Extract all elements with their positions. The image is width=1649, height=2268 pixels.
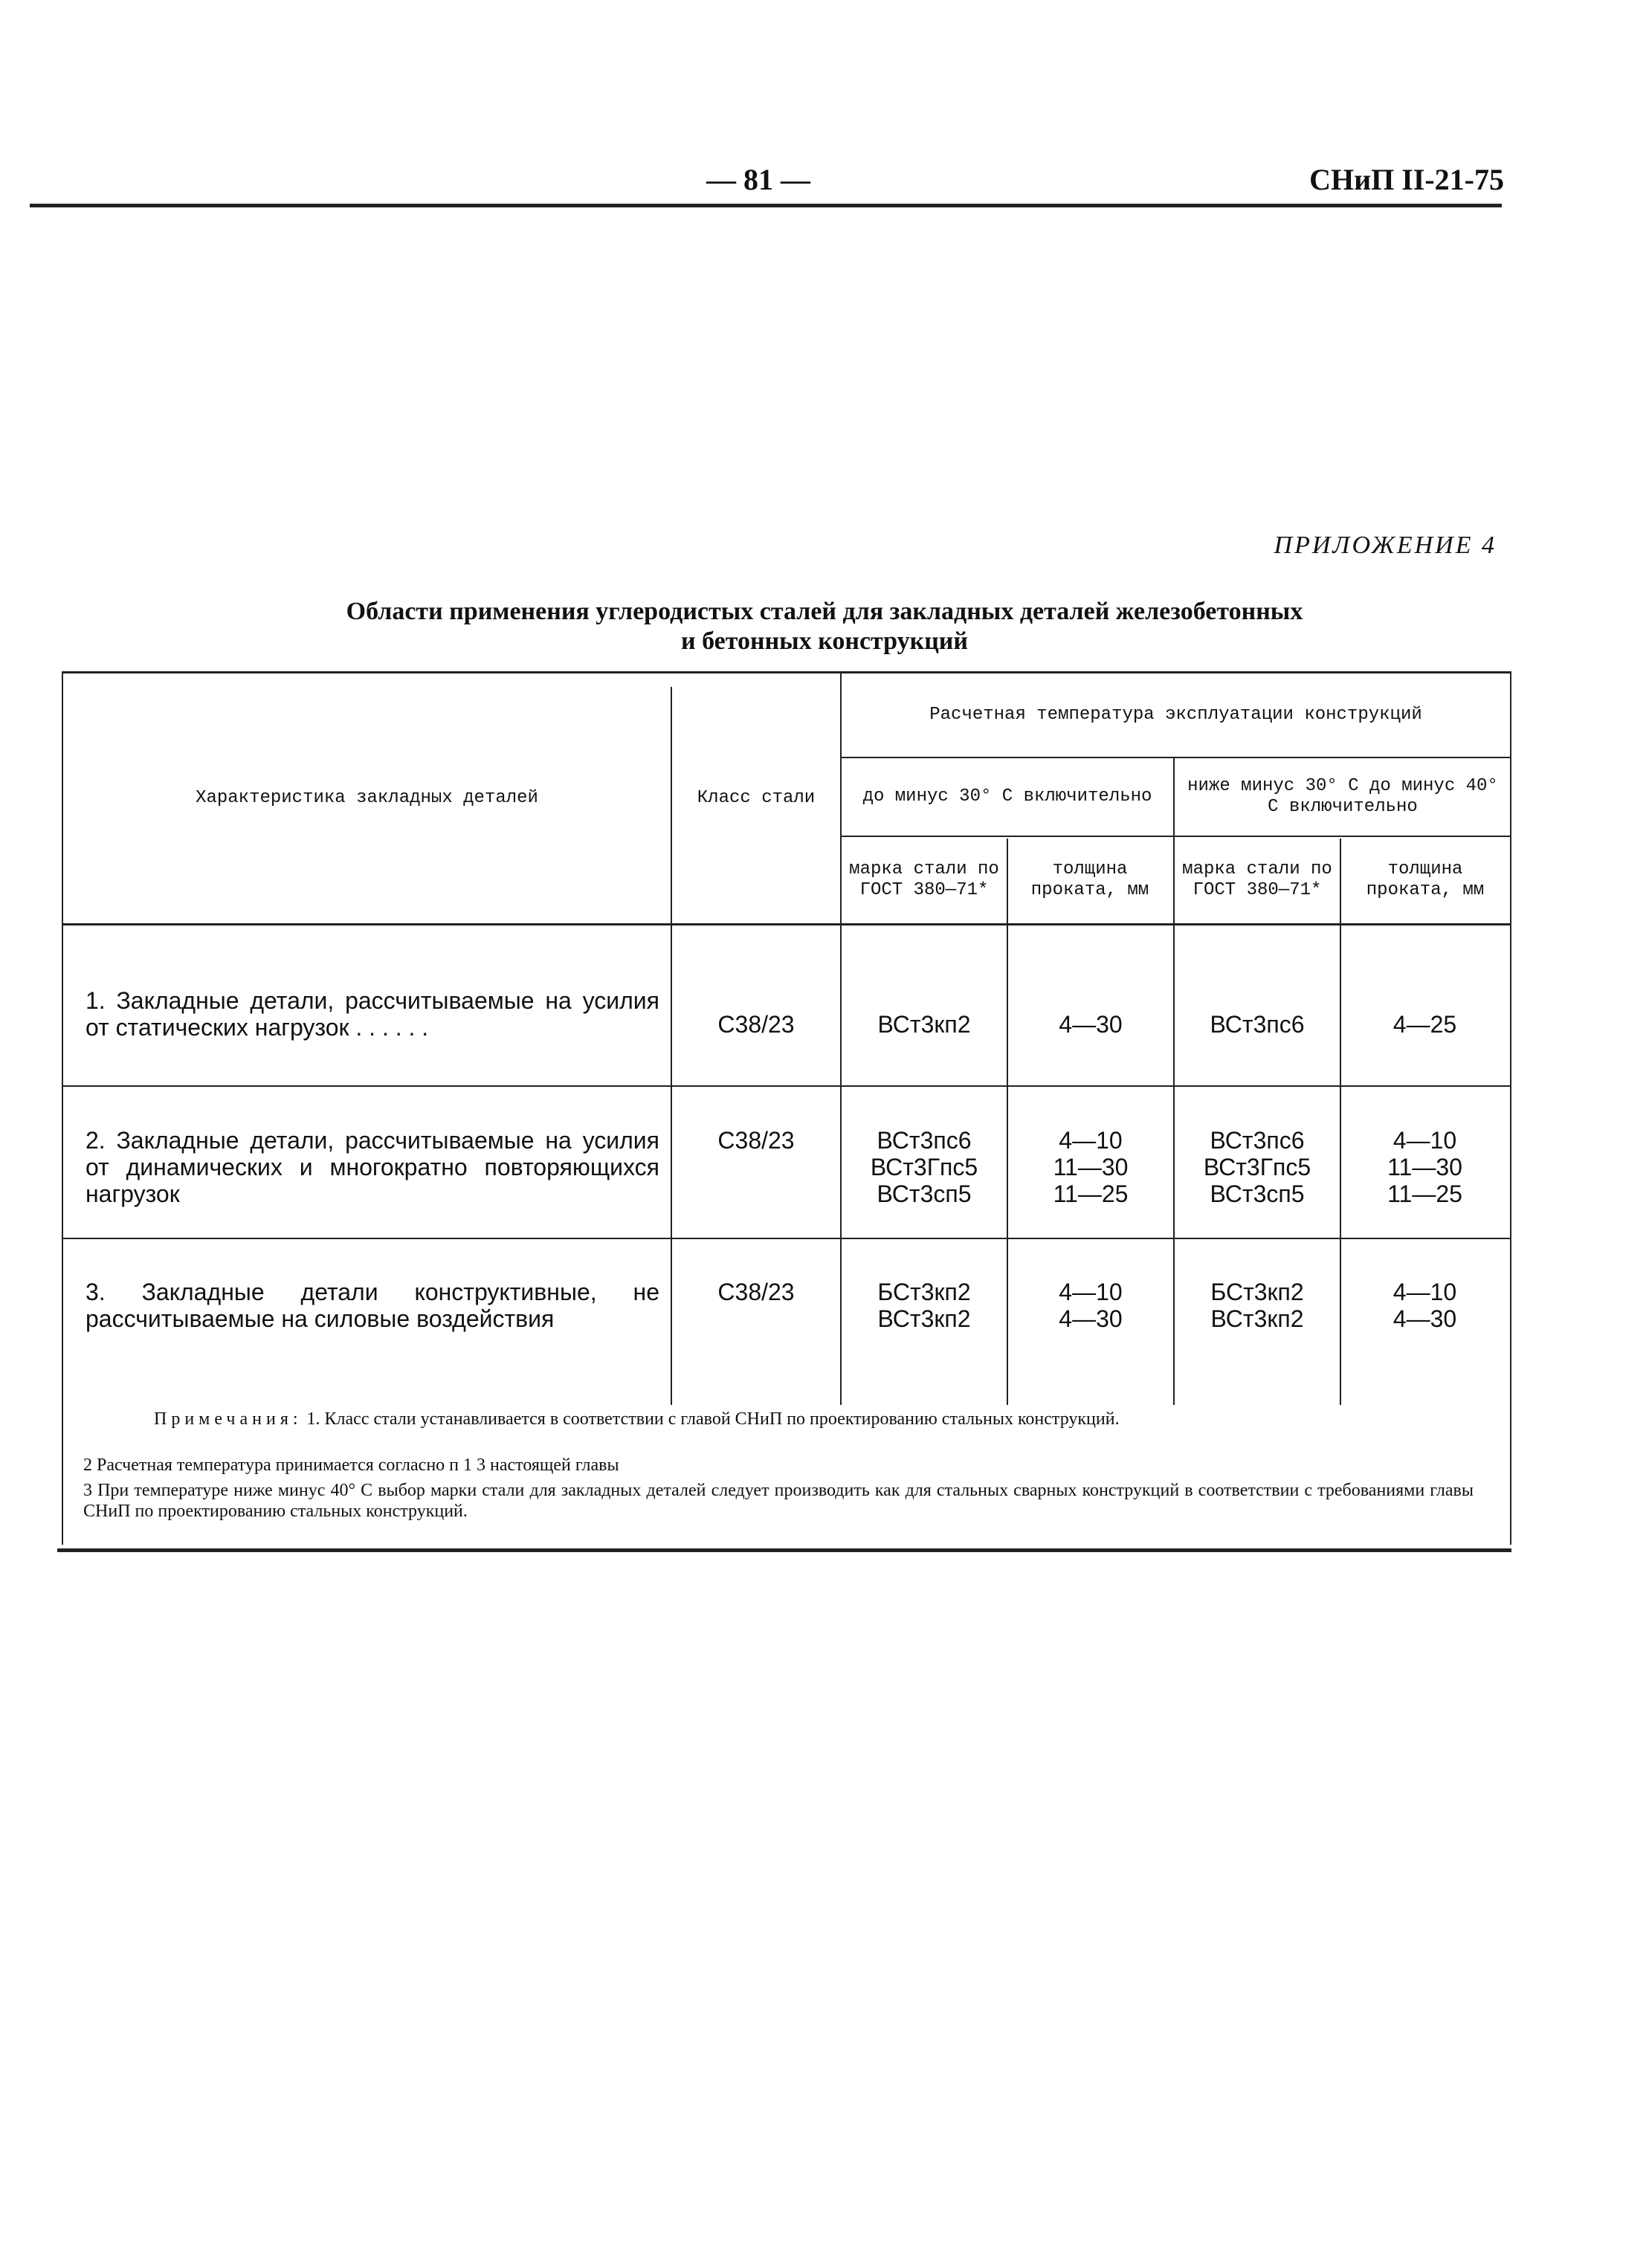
grade: ВСт3сп5 <box>877 1180 972 1207</box>
thickness: 4—30 <box>1059 1011 1123 1038</box>
row-3-thickness-1 <box>1008 1279 1173 1332</box>
grade: ВСт3кп2 <box>877 1305 971 1332</box>
header-range-2: ниже минус 30° С до минус 40° С включительно <box>1187 776 1498 817</box>
table-title <box>0 597 1649 656</box>
note-1 <box>83 1409 1474 1429</box>
row-3-grades-2 <box>1175 1279 1340 1332</box>
thickness: 11—30 <box>1387 1154 1462 1180</box>
note-1-text: 1. Класс стали устанавливается в соответствии с главой СНиП по проектированию стальных конструкций. <box>306 1409 1120 1429</box>
notes-lead: Примечания: <box>154 1409 303 1429</box>
title-line-2: и бетонных конструкций <box>681 627 968 655</box>
row-2-grades-1 <box>842 1127 1007 1207</box>
thickness: 4—10 <box>1059 1127 1123 1154</box>
header-bottom-rule <box>63 923 1510 925</box>
row-3-grades-1 <box>842 1279 1007 1332</box>
thickness: 4—25 <box>1393 1011 1457 1038</box>
thickness: 4—30 <box>1393 1305 1457 1332</box>
row-2-thickness-1 <box>1008 1127 1173 1207</box>
grade: ВСт3пс6 <box>1210 1127 1305 1154</box>
row-1-description: 1. Закладные детали, рассчитываемые на усилия от статических нагрузок . . . . . . <box>85 987 659 1041</box>
grade: ВСт3кп2 <box>1210 1305 1304 1332</box>
row-rule-1 <box>63 1085 1510 1087</box>
thickness: 11—30 <box>1053 1154 1129 1180</box>
document-code: СНиП II-21-75 <box>1309 163 1504 196</box>
header-thickness-2: толщина проката, мм <box>1366 859 1485 900</box>
header-thickness-1: толщина проката, мм <box>1030 859 1149 900</box>
row-rule-2 <box>63 1238 1510 1239</box>
thickness: 4—10 <box>1393 1279 1457 1305</box>
grade: ВСт3пс6 <box>877 1127 972 1154</box>
grade: ВСт3кп2 <box>877 1011 971 1038</box>
note-3: 3 При температуре ниже минус 40° С выбор марки стали для закладных деталей следует производить как для стальных сварных конструкций в соответствии с требованиями главы СНиП по проектированию стальных конструкций. <box>83 1481 1474 1521</box>
thickness: 4—10 <box>1393 1127 1457 1154</box>
row-1-steel-class: С38/23 <box>717 1011 795 1038</box>
row-3-description: 3. Закладные детали конструктивные, не рассчитываемые на силовые воздействия <box>85 1279 659 1332</box>
row-2-description: 2. Закладные детали, рассчитываемые на усилия от динамических и многократно повторяющихся нагрузок <box>85 1127 659 1207</box>
thickness: 4—30 <box>1059 1305 1123 1332</box>
header-grade-1: марка стали по ГОСТ 380—71* <box>849 859 999 900</box>
row-2-thickness-2 <box>1341 1127 1508 1207</box>
row-1-thickness-1 <box>1008 1011 1173 1038</box>
grade: ВСт3сп5 <box>1210 1180 1305 1207</box>
page-number: — 81 — <box>706 163 810 196</box>
header-temperature: Расчетная температура эксплуатации конструкций <box>929 705 1422 725</box>
thickness: 11—25 <box>1387 1180 1462 1207</box>
grade: БСт3кп2 <box>877 1279 971 1305</box>
header-range-1: до минус 30° С включительно <box>862 786 1152 807</box>
grade: ВСт3Гпс5 <box>1203 1154 1311 1180</box>
appendix-label: ПРИЛОЖЕНИЕ 4 <box>1274 532 1497 559</box>
header-grade-2: марка стали по ГОСТ 380—71* <box>1182 859 1332 900</box>
thickness: 11—25 <box>1053 1180 1129 1207</box>
title-line-1: Области применения углеродистых сталей для закладных деталей железобетонных <box>346 598 1303 625</box>
row-2-grades-2 <box>1175 1127 1340 1207</box>
header-characteristic: Характеристика закладных деталей <box>196 788 538 808</box>
row-1-grades-2 <box>1175 1011 1340 1038</box>
header-steel-class: Класс стали <box>697 788 816 808</box>
row-3-steel-class: С38/23 <box>717 1279 795 1305</box>
bottom-rule <box>57 1548 1511 1552</box>
row-3-thickness-2 <box>1341 1279 1508 1332</box>
row-2-steel-class: С38/23 <box>717 1127 795 1154</box>
header-rule <box>30 204 1502 207</box>
row-1-thickness-2 <box>1341 1011 1508 1038</box>
grade: ВСт3пс6 <box>1210 1011 1305 1038</box>
row-1-grades-1 <box>842 1011 1007 1038</box>
note-2: 2 Расчетная температура принимается согласно п 1 3 настоящей главы <box>83 1456 619 1475</box>
thickness: 4—10 <box>1059 1279 1123 1305</box>
grade: БСт3кп2 <box>1210 1279 1304 1305</box>
grade: ВСт3Гпс5 <box>870 1154 978 1180</box>
